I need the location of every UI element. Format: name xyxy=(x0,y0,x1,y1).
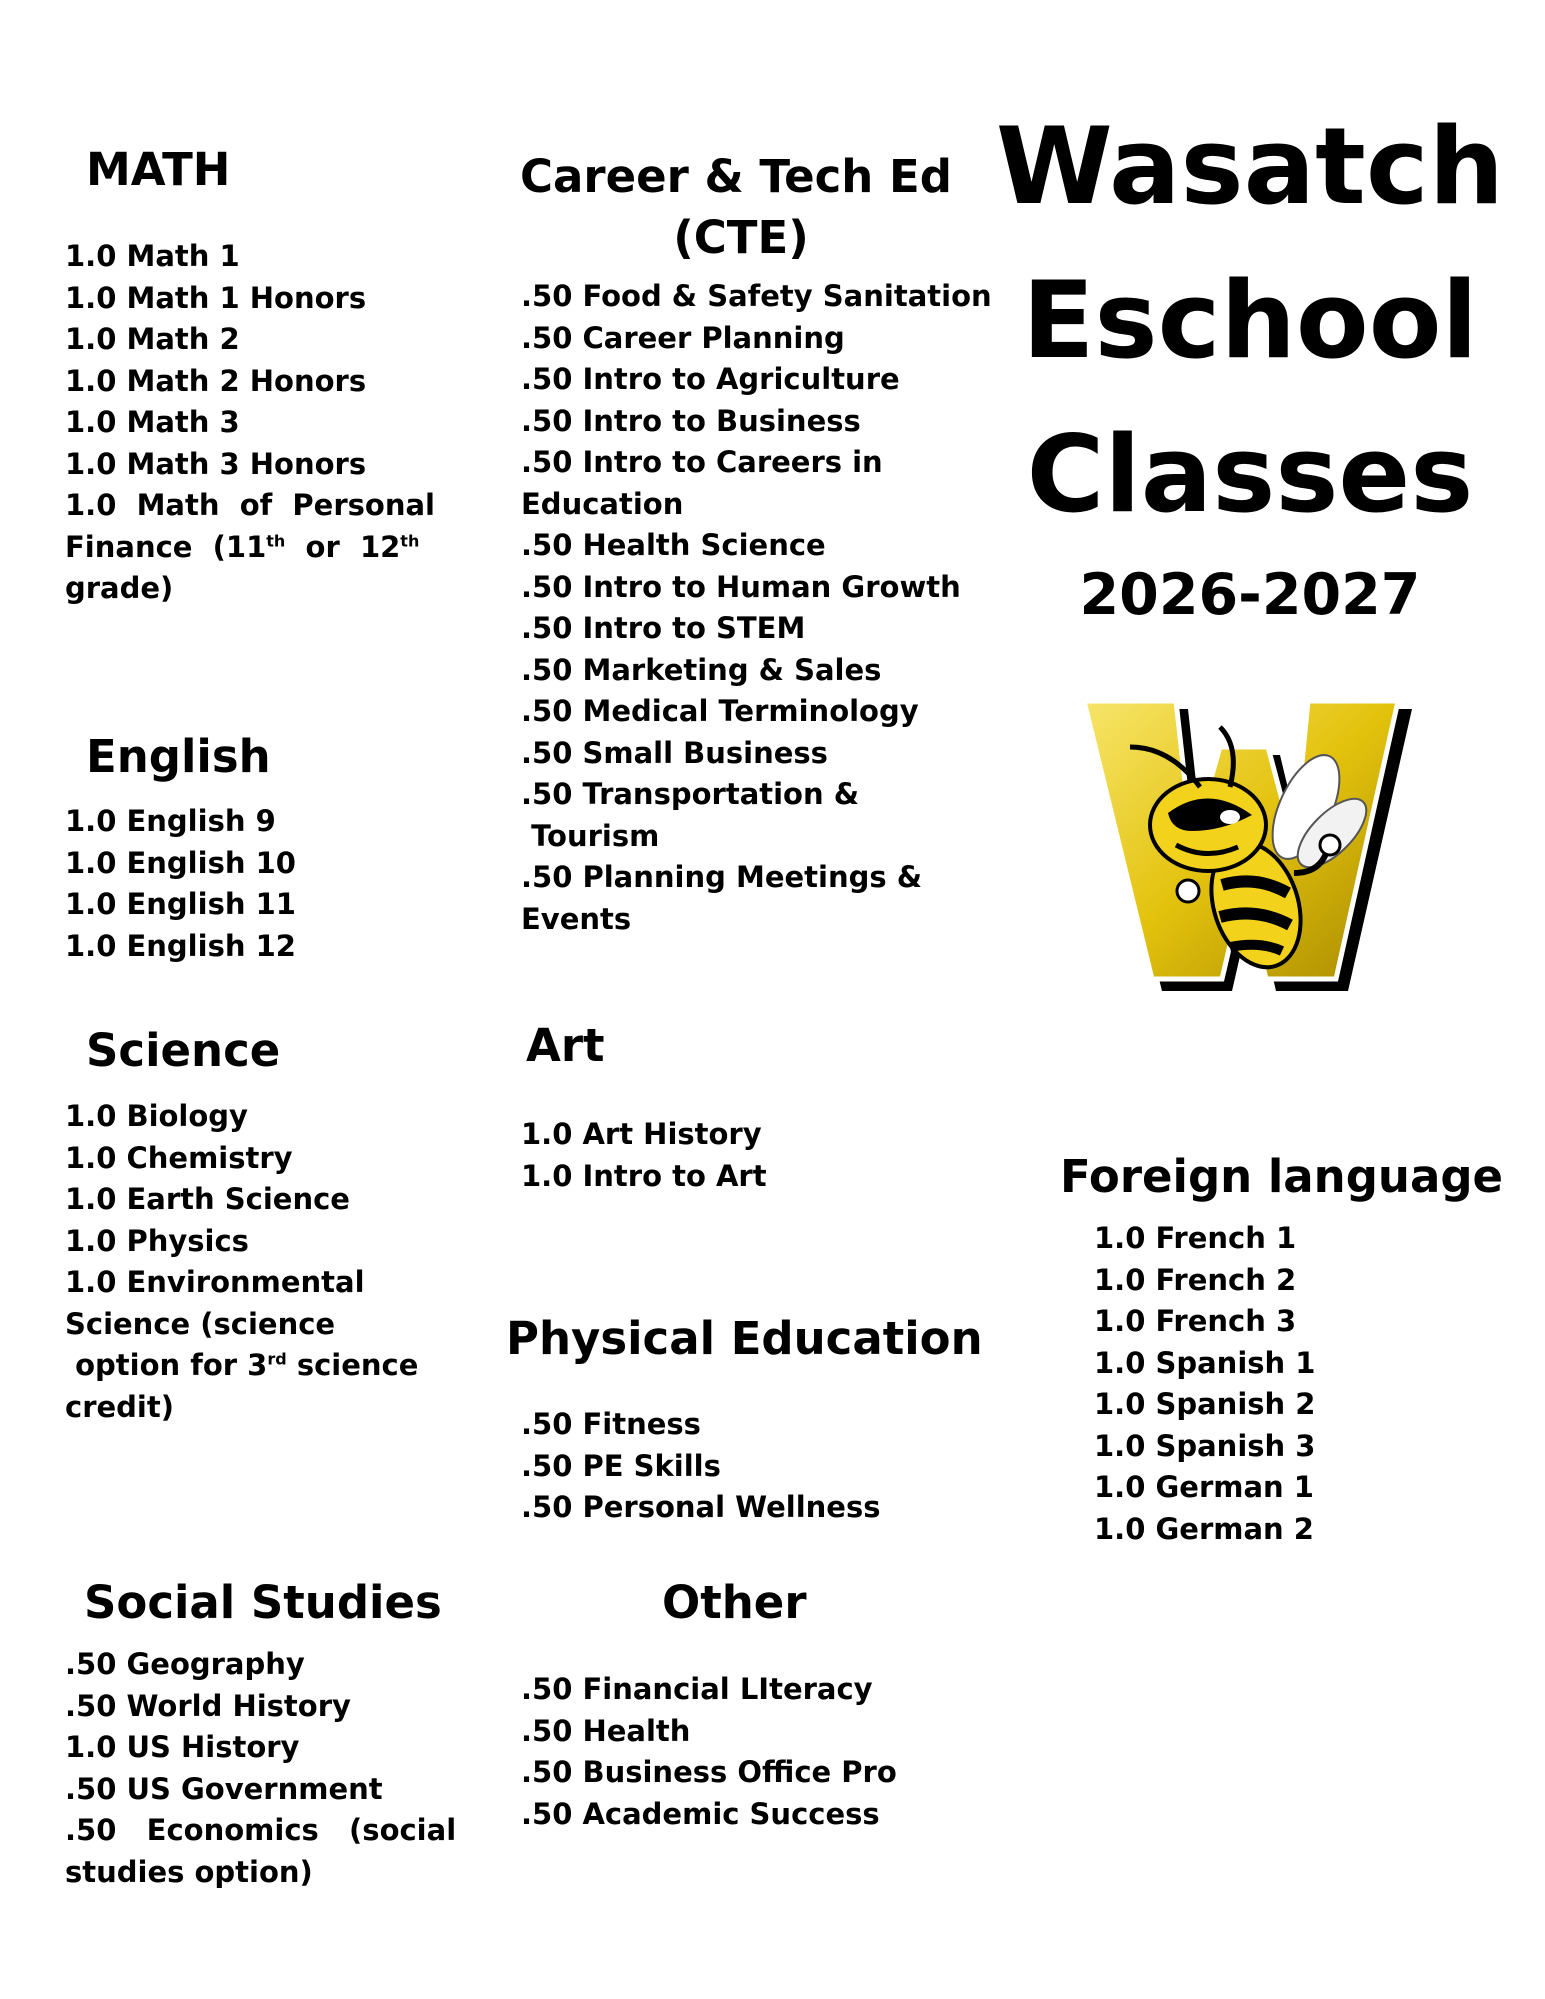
list-item: grade) xyxy=(65,571,174,605)
list-item: Tourism xyxy=(521,818,660,853)
title-block xyxy=(990,90,1510,552)
list-item: 1.0 Spanish 2 xyxy=(1094,1387,1316,1421)
list-item: 1.0 English 12 xyxy=(65,928,296,963)
environmental-line3-end: science xyxy=(286,1348,419,1382)
list-item: 1.0 Spanish 1 xyxy=(1094,1345,1316,1380)
superscript: rd xyxy=(267,1349,287,1369)
pe-list xyxy=(521,1404,880,1529)
environmental-line3: option for 3 xyxy=(65,1348,268,1382)
list-item: Education xyxy=(521,486,684,521)
list-item: 1.0 English 11 xyxy=(65,887,296,921)
personal-finance-or: or 12 xyxy=(285,529,401,564)
list-item: .50 Intro to Careers in xyxy=(521,445,883,479)
list-item: 1.0 German 2 xyxy=(1094,1511,1314,1546)
list-item: .50 Food & Safety Sanitation xyxy=(521,279,992,313)
science-list xyxy=(65,1096,418,1428)
list-item: 1.0 Physics xyxy=(65,1223,249,1258)
list-item: .50 Health xyxy=(521,1713,691,1748)
social-studies-section xyxy=(84,1576,442,1630)
title-line-1: Wasatch xyxy=(995,105,1505,228)
list-item: .50 Transportation & xyxy=(521,777,860,811)
other-list xyxy=(521,1669,897,1835)
foreign-language-section xyxy=(1060,1150,1503,1204)
list-item: .50 Personal Wellness xyxy=(521,1490,881,1524)
foreign-language-list xyxy=(1094,1218,1315,1550)
list-item: 1.0 English 9 xyxy=(65,804,276,838)
cte-list xyxy=(521,276,992,940)
science-section xyxy=(86,1024,280,1078)
list-item: 1.0 Math 3 Honors xyxy=(65,446,367,481)
list-item: .50 Intro to STEM xyxy=(521,611,806,645)
wasp-logo xyxy=(1080,695,1420,995)
other-section xyxy=(662,1576,807,1630)
cte-heading: Career & Tech Ed xyxy=(520,150,952,203)
list-item: 1.0 Chemistry xyxy=(65,1140,293,1175)
list-item: .50 PE Skills xyxy=(521,1448,721,1483)
list-item: .50 Economics (social xyxy=(65,1813,457,1847)
list-item: .50 World History xyxy=(65,1688,351,1723)
school-year: 2026-2027 xyxy=(1079,562,1421,628)
art-section xyxy=(526,1019,605,1073)
title-line-3: Classes xyxy=(1026,413,1474,536)
math-section xyxy=(86,143,230,197)
list-item xyxy=(65,527,435,569)
pe-section xyxy=(506,1312,983,1366)
superscript: th xyxy=(400,530,420,550)
superscript: th xyxy=(266,530,286,550)
list-item: 1.0 Math 2 xyxy=(65,322,240,356)
list-item: 1.0 Spanish 3 xyxy=(1094,1428,1316,1463)
list-item: 1.0 Math 3 xyxy=(65,405,240,439)
list-item: 1.0 Math 1 Honors xyxy=(65,280,367,315)
math-heading: MATH xyxy=(86,143,231,196)
science-heading: Science xyxy=(86,1024,281,1077)
list-item: .50 Academic Success xyxy=(521,1796,880,1831)
list-item: 1.0 Environmental xyxy=(65,1265,365,1299)
list-item: 1.0 Intro to Art xyxy=(521,1158,767,1193)
art-heading: Art xyxy=(526,1019,605,1072)
list-item: 1.0 Math 1 xyxy=(65,239,240,273)
list-item: 1.0 German 1 xyxy=(1094,1470,1314,1504)
list-item: 1.0 Art History xyxy=(521,1117,762,1151)
list-item: 1.0 French 3 xyxy=(1094,1304,1297,1338)
list-item: .50 Marketing & Sales xyxy=(521,652,882,687)
list-item: .50 Career Planning xyxy=(521,320,845,355)
list-item: 1.0 Math 2 Honors xyxy=(65,363,367,398)
list-item: .50 Medical Terminology xyxy=(521,694,919,728)
social-studies-heading: Social Studies xyxy=(84,1576,442,1629)
list-item: .50 Small Business xyxy=(521,735,828,770)
list-item: 1.0 US History xyxy=(65,1730,300,1764)
math-list xyxy=(65,236,435,610)
english-heading: English xyxy=(86,730,271,783)
pe-heading: Physical Education xyxy=(506,1312,983,1365)
list-item: credit) xyxy=(65,1389,174,1424)
list-item: .50 Intro to Business xyxy=(521,403,861,438)
list-item: Events xyxy=(521,901,632,936)
list-item: .50 Financial LIteracy xyxy=(521,1672,873,1706)
list-item: .50 Intro to Agriculture xyxy=(521,362,900,396)
list-item: .50 US Government xyxy=(65,1771,383,1806)
list-item: 1.0 French 1 xyxy=(1094,1221,1297,1255)
list-item: studies option) xyxy=(65,1854,313,1889)
list-item xyxy=(65,485,435,527)
list-item: Science (science xyxy=(65,1306,336,1341)
cte-heading-abbr: (CTE) xyxy=(673,211,809,264)
wasp-mascot-icon xyxy=(1080,695,1420,995)
year-block xyxy=(990,562,1510,628)
cte-section xyxy=(520,143,950,265)
other-heading: Other xyxy=(662,1576,807,1629)
english-section xyxy=(86,730,271,784)
list-item: 1.0 Earth Science xyxy=(65,1182,350,1216)
title-line-2: Eschool xyxy=(1022,259,1478,382)
social-studies-list xyxy=(65,1644,456,1893)
foreign-language-heading: Foreign language xyxy=(1060,1150,1504,1203)
list-item: 1.0 Biology xyxy=(65,1099,248,1133)
list-item: .50 Geography xyxy=(65,1647,305,1681)
list-item xyxy=(65,1345,418,1387)
list-item: .50 Health Science xyxy=(521,528,826,562)
personal-finance-line2: Finance (11 xyxy=(65,529,267,564)
english-list xyxy=(65,801,296,967)
list-item: .50 Intro to Human Growth xyxy=(521,569,961,604)
list-item: .50 Business Office Pro xyxy=(521,1755,897,1789)
list-item: .50 Fitness xyxy=(521,1407,701,1441)
list-item: 1.0 English 10 xyxy=(65,845,296,880)
personal-finance-line1: 1.0 Math of Personal xyxy=(65,488,435,522)
list-item: .50 Planning Meetings & xyxy=(521,860,923,894)
list-item: 1.0 French 2 xyxy=(1094,1262,1297,1297)
art-list xyxy=(521,1114,767,1197)
